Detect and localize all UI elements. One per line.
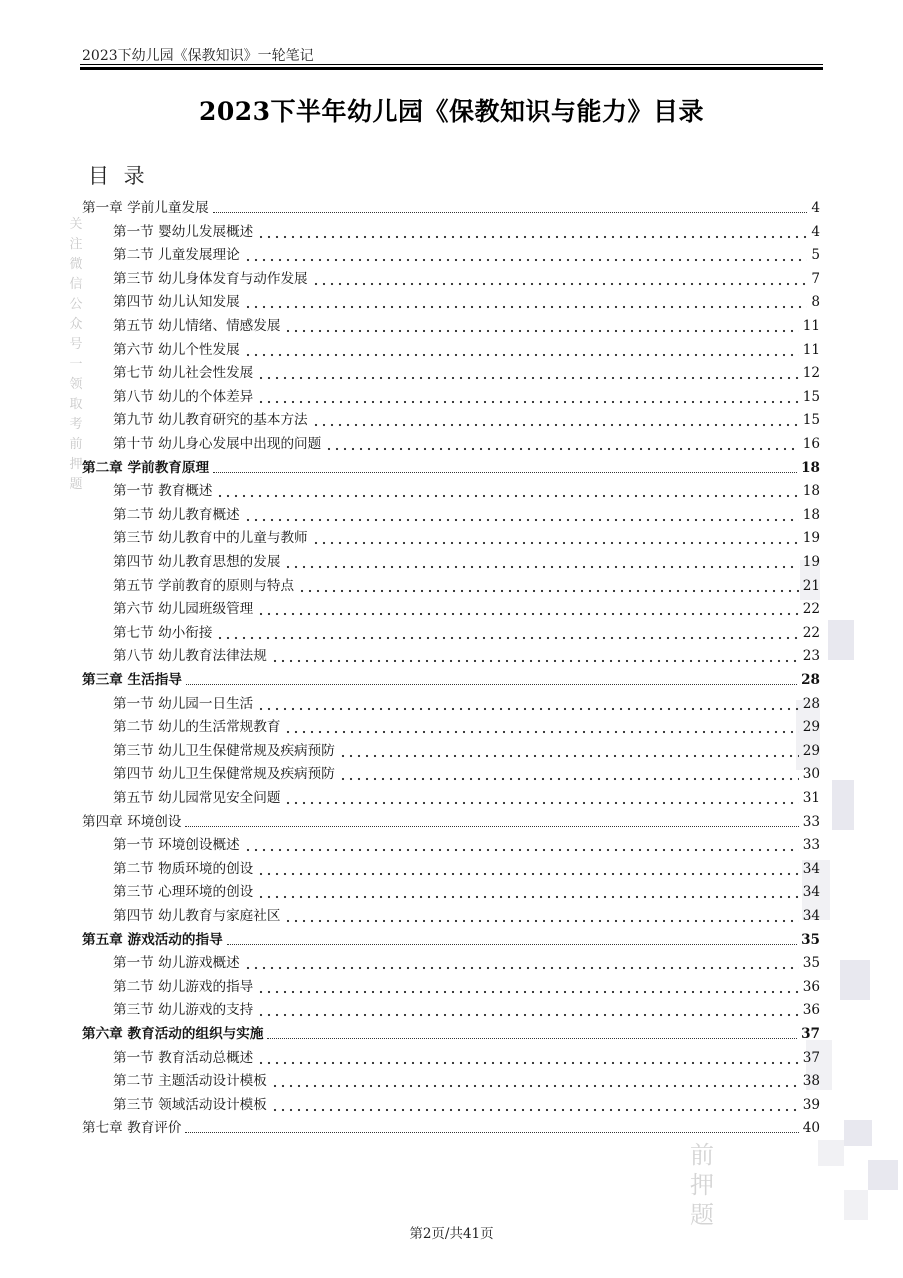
toc-section-entry[interactable] [0,976,903,998]
toc-page-number: 37 [801,1026,820,1042]
toc-section-entry[interactable] [0,1047,903,1069]
toc-entry-label: 第三节 幼儿卫生保健常规及疾病预防 [113,742,335,759]
toc-dot-leader [284,716,798,738]
toc-entry-label: 第五节 学前教育的原则与特点 [113,577,295,594]
toc-dot-leader [244,339,799,361]
toc-page-number: 11 [802,318,820,334]
toc-entry-label: 第九节 幼儿教育研究的基本方法 [113,412,308,429]
toc-dot-leader [213,451,797,473]
toc-dot-leader [244,244,808,266]
running-header: 2023下幼儿园《保教知识》一轮笔记 [82,48,314,64]
toc-entry-label: 第八节 幼儿教育法律法规 [113,648,267,665]
toc-entry-label: 第二节 物质环境的创设 [113,860,254,877]
toc-section-entry[interactable] [0,622,903,644]
toc-entry-label: 第七节 幼儿社会性发展 [113,365,254,382]
document-title: 2023下半年幼儿园《保教知识与能力》目录 [198,97,705,126]
header-rule-thick [80,67,823,70]
toc-page-number: 15 [802,412,820,429]
toc-section-entry[interactable] [0,575,903,597]
toc-entry-label: 第十节 幼儿身心发展中出现的问题 [113,436,322,452]
toc-page-number: 38 [802,1073,820,1090]
toc-entry-label: 第四节 幼儿卫生保健常规及疾病预防 [113,766,335,783]
toc-page-number: 29 [802,742,820,759]
toc-entry-label: 第二节 幼儿游戏的指导 [113,978,254,995]
toc-section-entry[interactable] [0,291,903,313]
toc-entry-label: 第一节 婴幼儿发展概述 [113,223,254,240]
toc-page-number: 30 [802,766,820,783]
toc-entry-label: 第二节 幼儿的生活常规教育 [113,719,281,736]
toc-entry-label: 第三章 生活指导 [82,672,182,688]
toc-entry-label: 第一节 幼儿游戏概述 [113,955,240,972]
toc-entry-label: 第五章 游戏活动的指导 [82,931,223,948]
toc-entry-label: 第六节 幼儿园班级管理 [113,601,254,618]
toc-entry-label: 第一节 幼儿园一日生活 [113,695,254,712]
toc-dot-leader [257,881,798,903]
toc-chapter-entry[interactable] [0,1117,903,1139]
toc-chapter-entry[interactable] [0,929,903,951]
toc-dot-leader [227,923,797,945]
toc-entry-label: 第六节 幼儿个性发展 [113,341,240,358]
toc-entry-label: 第七章 教育评价 [82,1120,182,1137]
toc-page-number: 18 [802,483,820,500]
watermark-side-text: 关注微信公众号一领取考前押题 [69,217,83,492]
toc-section-entry[interactable] [0,527,903,549]
toc-page-number: 28 [802,695,820,712]
toc-entry-label: 第二节 儿童发展理论 [113,247,240,264]
toc-section-entry[interactable] [0,362,903,384]
toc-page-number: 34 [802,908,820,924]
toc-page-number: 15 [802,388,820,405]
toc-chapter-entry[interactable] [0,457,903,479]
toc-dot-leader [244,834,799,856]
toc-page-number: 23 [802,648,820,665]
toc-dot-leader [257,598,798,620]
toc-section-entry[interactable] [0,221,903,243]
toc-dot-leader [244,291,808,313]
toc-entry-label: 第二节 幼儿教育概述 [113,506,240,523]
toc-section-entry[interactable] [0,858,903,880]
toc-page-number: 11 [802,341,820,358]
toc-section-entry[interactable] [0,268,903,290]
toc-entry-label: 第一节 环境创设概述 [113,837,240,854]
toc-dot-leader [257,1047,798,1069]
toc-page-number: 19 [802,530,820,547]
toc-entry-label: 第五节 幼儿情绪、情感发展 [113,318,281,334]
toc-page-number: 8 [811,294,820,311]
toc-section-entry[interactable] [0,716,903,738]
toc-section-entry[interactable] [0,598,903,620]
toc-section-entry[interactable] [0,480,903,502]
toc-page-number: 35 [801,931,820,948]
toc-section-entry[interactable] [0,315,903,337]
header-rule [80,64,823,65]
toc-page-number: 4 [811,223,820,240]
toc-dot-leader [284,315,798,337]
toc-dot-leader [339,740,799,762]
toc-dot-leader [185,805,798,827]
toc-page-number: 22 [802,624,820,641]
toc-page-number: 5 [811,247,820,264]
toc-page-number: 4 [811,200,820,216]
toc-entry-label: 第八节 幼儿的个体差异 [113,388,254,405]
toc-page-number: 21 [802,577,820,594]
toc-page-number: 39 [802,1096,820,1113]
toc-dot-leader [244,504,799,526]
toc-entry-label: 第一节 教育活动总概述 [113,1049,254,1066]
toc-page-number: 40 [802,1120,820,1137]
toc-entry-label: 第三节 幼儿身体发育与动作发展 [113,270,308,287]
toc-entry-label: 第四章 环境创设 [82,813,182,830]
toc-page-number: 34 [802,860,820,877]
toc-entry-label: 第三节 心理环境的创设 [113,884,254,901]
toc-entry-label: 第六章 教育活动的组织与实施 [82,1026,264,1042]
toc-section-entry[interactable] [0,740,903,762]
toc-dot-leader [244,952,799,974]
toc-entry-label: 第三节 幼儿游戏的支持 [113,1002,254,1019]
toc-dot-leader [312,268,808,290]
toc-dot-leader [298,575,799,597]
toc-section-entry[interactable] [0,244,903,266]
page-footer: 第2页/共41页 [409,1226,494,1242]
toc-dot-leader [257,976,798,998]
toc-dot-leader [267,1017,797,1039]
toc-page-number: 22 [802,601,820,618]
toc-section-entry[interactable] [0,834,903,856]
toc-dot-leader [185,1111,798,1133]
toc-chapter-entry[interactable] [0,1023,903,1045]
toc-dot-leader [216,622,798,644]
toc-entry-label: 第四节 幼儿教育思想的发展 [113,554,281,570]
toc-page-number: 31 [802,790,820,806]
toc-section-entry[interactable] [0,504,903,526]
toc-section-entry[interactable] [0,339,903,361]
toc-dot-leader [257,386,798,408]
toc-page-number: 7 [811,270,820,287]
toc-chapter-entry[interactable] [0,811,903,833]
toc-section-entry[interactable] [0,386,903,408]
toc-dot-leader [257,362,798,384]
toc-dot-leader [213,191,808,213]
toc-heading: 目 录 [88,164,149,188]
toc-entry-label: 第七节 幼小衔接 [113,624,213,641]
toc-entry-label: 第二节 主题活动设计模板 [113,1073,267,1090]
toc-page-number: 16 [802,436,820,452]
toc-entry-label: 第三节 幼儿教育中的儿童与教师 [113,530,308,547]
toc-page-number: 19 [802,554,820,570]
toc-entry-label: 第三节 领域活动设计模板 [113,1096,267,1113]
toc-page-number: 12 [802,365,820,382]
toc-entry-label: 第一节 教育概述 [113,483,213,500]
toc-section-entry[interactable] [0,763,903,785]
toc-page-number: 36 [802,1002,820,1019]
toc-section-entry[interactable] [0,693,903,715]
toc-page-number: 35 [802,955,820,972]
toc-page-number: 18 [801,459,820,476]
toc-page-number: 29 [802,719,820,736]
toc-section-entry[interactable] [0,1070,903,1092]
toc-section-entry[interactable] [0,881,903,903]
toc-dot-leader [257,221,807,243]
toc-chapter-entry[interactable] [0,669,903,691]
toc-page-number: 36 [802,978,820,995]
watermark-corner-text: 前押题 [690,1141,714,1229]
toc-dot-leader [186,663,797,685]
toc-section-entry[interactable] [0,952,903,974]
toc-entry-label: 第二章 学前教育原理 [82,459,210,476]
toc-dot-leader [339,763,799,785]
toc-entry-label: 第四节 幼儿认知发展 [113,294,240,311]
toc-entry-label: 第五节 幼儿园常见安全问题 [113,790,281,806]
toc-dot-leader [257,858,798,880]
toc-page-number: 33 [802,837,820,854]
toc-entry-label: 第一章 学前儿童发展 [82,200,209,216]
toc-dot-leader [312,409,799,431]
toc-dot-leader [257,693,798,715]
toc-section-entry[interactable] [0,409,903,431]
toc-entry-label: 第四节 幼儿教育与家庭社区 [113,908,281,924]
toc-dot-leader [216,480,798,502]
toc-section-entry[interactable] [0,551,903,573]
toc-page-number: 28 [801,672,820,688]
toc-page-number: 37 [802,1049,820,1066]
toc-dot-leader [312,527,799,549]
toc-page-number: 34 [802,884,820,901]
toc-dot-leader [271,1070,799,1092]
toc-page-number: 33 [802,813,820,830]
toc-chapter-entry[interactable] [0,197,903,219]
toc-dot-leader [284,551,798,573]
toc-page-number: 18 [802,506,820,523]
